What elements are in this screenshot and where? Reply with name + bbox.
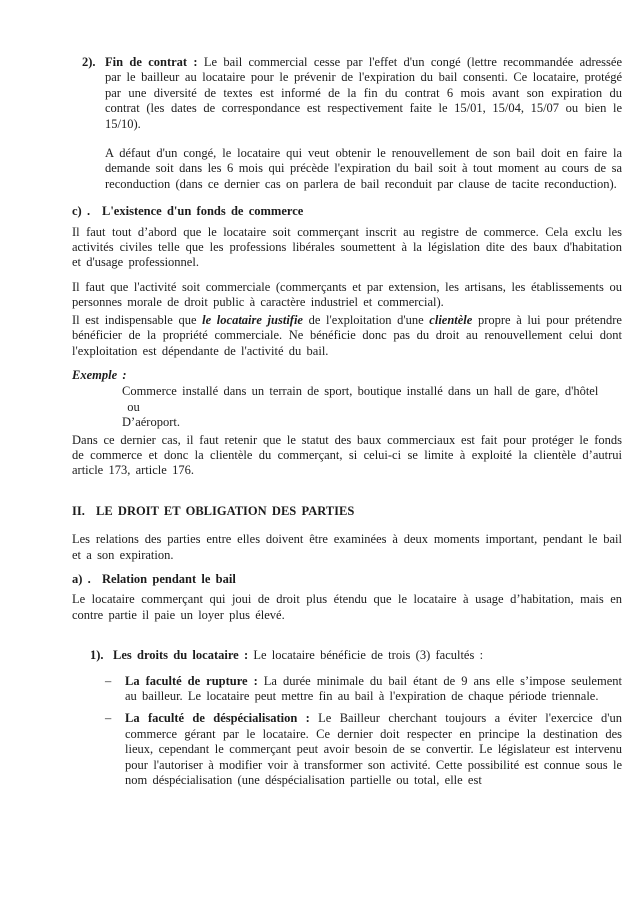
text-run: Les relations des parties entre elles doivent être examinées à deux moments important, pendant le bail et a son expiration. [72,532,622,562]
text-run: Exemple : [72,367,127,382]
example-title [72,368,622,383]
text-run: Le locataire bénéficie de trois (3) facultés : [253,648,484,663]
para-locataire-droit-etendu [72,592,622,623]
bullet-faculte-de-despecialisation [72,711,622,788]
item-label: 2). [82,55,96,69]
para-relations-des-parties [72,532,622,563]
text-run: La faculté de rupture : [125,673,264,688]
text-run: Le locataire commerçant qui joui de droit plus étendu que le locataire à usage d’habitation, mais en contre partie il paie un loyer plus élevé. [72,592,622,622]
heading-ii-droit-et-obligation [72,504,622,519]
example-line: Commerce installé dans un terrain de sport, boutique installé dans un hall de gare, d'hôtel [122,384,599,399]
text-run: La faculté de déspécialisation : [125,711,319,726]
bullet-dash: – [105,711,112,726]
text-run: LE DROIT ET OBLIGATION DES PARTIES [96,503,355,518]
item-label: II. [72,503,85,518]
text-run: Le Bailleur cherchant toujours a éviter l'exercice d'un commerce gérant par le locataire. Ce dernier doit respecter en principe la destination des lieux, cependant le commerçant peut avoir besoin de se convertir. Le législateur est intervenu pour l'autoriser à modifier voir à transformer son activité. Cette possibilité est connue sous le nom déspécialisation (une déspécialisation partielle ou total, elle est [125,711,622,788]
item-label: 1). [90,648,104,663]
para-clientele-propre [72,313,622,359]
text-run: de l'exploitation d'une [302,312,430,327]
text-run: Relation pendant le bail [102,571,236,586]
bullet-dash: – [105,673,112,688]
text-run: La durée minimale du bail étant de 9 ans elle s’impose seulement au bailleur. Le locataire peut mettre fin au bail à l'expiration de chaque période triennale. [125,673,622,703]
text-run: A défaut d'un congé, le locataire qui veut obtenir le renouvellement de son bail doit en faire la demande soit dans les 6 mois qui précède l'expiration du bail soit à tout moment au cours de sa reconduction (dans ce dernier cas on parlera de bail reconduit par clause de tacite reconduction). [105,146,622,191]
text-run: Il est indispensable que [72,312,203,327]
heading-a-relation-pendant-le-bail [72,572,622,587]
lead-1-droits-du-locataire [90,648,622,663]
example-line: ou [122,399,140,414]
text-run: Dans ce dernier cas, il faut retenir que le statut des baux commerciaux est fait pour protéger le fonds de commerce et donc la clientèle du commerçant, si celui-ci se limite à exploité la clientèle d’autrui article 173, article 176. [72,432,622,478]
text-run: Fin de contrat : [105,55,204,69]
document-content [72,55,622,788]
example-list [122,384,622,430]
text-run: clientèle [429,312,473,327]
section-2-fin-de-contrat [72,55,622,132]
text-run: Il faut que l'activité soit commerciale (commerçants et par extension, les artisans, les établissements ou personnes morale de droit public à caractère industriel et commercial). [72,279,622,310]
example-line: D’aéroport. [122,415,180,430]
para-defaut-de-conge [105,146,622,192]
heading-c-existence-fonds-de-commerce [72,204,622,219]
item-label: a) . [72,571,91,586]
text-run: Le bail commercial cesse par l'effet d'un congé (lettre recommandée adressée par le bailleur au locataire pour le prévenir de l'expiration du bail consenti. Ce locataire, protégé par une diversité de textes est informé de la fin du contrat 6 mois avant son expiration du contrat (les dates de correspondance est respectivement faite le 15/01, 15/04, 15/07 ou bien le 15/10). [105,55,622,131]
bullet-faculte-de-rupture [72,674,622,705]
text-run: le locataire justifie [202,312,303,327]
item-label: c) . [72,204,91,219]
para-activite-commerciale [72,280,622,311]
text-run: Les droits du locataire : [113,648,254,663]
text-run: Il faut tout d’abord que le locataire soit commerçant inscrit au registre de commerce. Cela exclu les activités civiles telle que les professions libérales soumettent à la législation dite des baux d'habitation et d'usage professionnel. [72,224,622,270]
para-inscription-registre-commerce [72,225,622,271]
text-run: L'existence d'un fonds de commerce [102,204,304,219]
para-statut-baux-commerciaux [72,433,622,479]
text-run: propre à lui pour prétendre bénéficier de la propriété commerciale. Ne bénéficie donc pas du droit au renouvellement celui dont l'exploitation est dépendante de l'activité du bail. [72,312,622,358]
